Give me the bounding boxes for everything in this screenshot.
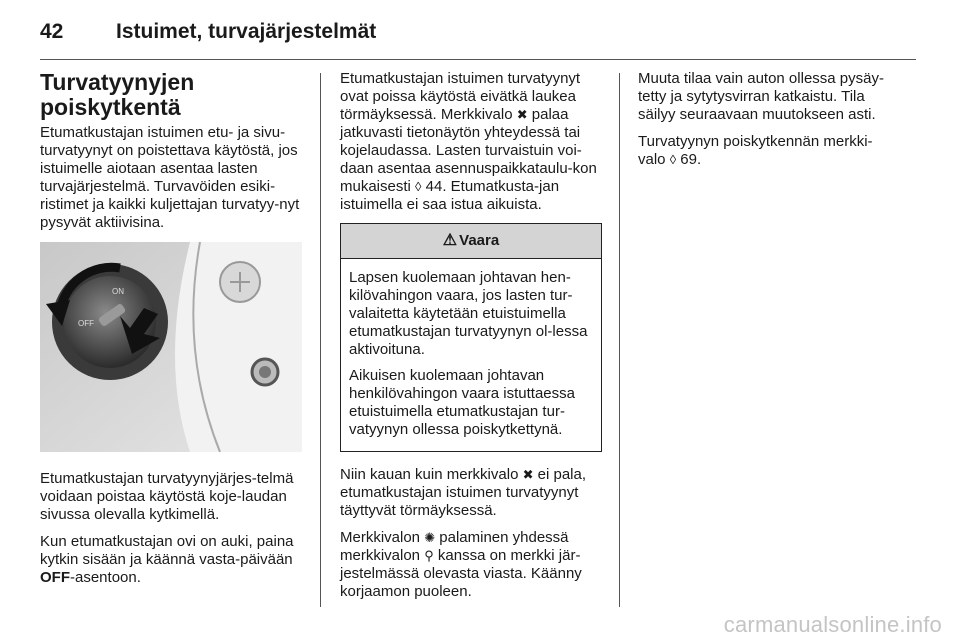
belt-lamp-icon: ⚲ bbox=[424, 548, 434, 563]
warning-child-paragraph: Lapsen kuolemaan johtavan hen-kilövahingon vaara, jos lasten tur-valaitetta käytetään etuistuimella etumatkustajan turvatyynyn ol-lessa aktivoituna. bbox=[349, 269, 588, 358]
intro-paragraph: Etumatkustajan istuimen etu- ja sivu-turvatyynyt on poistettava käytöstä, jos istuimelle aiotaan asentaa lasten turvajärjestelmä. Turvavöiden esiki-ristimet ja kaikki kuljettajan turvatyy-nyt pysyvät aktiivisina. bbox=[40, 124, 300, 231]
column-divider-1 bbox=[320, 73, 321, 607]
switch-instruction-paragraph: Kun etumatkustajan ovi on auki, paina kytkin sisään ja käännä vasta-päivään OFF-asentoon. bbox=[40, 533, 294, 586]
warning-triangle-icon: ⚠ bbox=[442, 232, 458, 249]
change-state-paragraph: Muuta tilaa vain auton ollessa pysäy-tetty ja sytytysvirran katkaistu. Tila säilyy seuraavaan muutokseen asti. bbox=[638, 70, 884, 123]
page-number: 42 bbox=[40, 20, 64, 43]
header-rule bbox=[40, 59, 916, 60]
warning-body bbox=[341, 259, 601, 451]
indicator-reference-paragraph: Turvatyynyn poiskytkennän merkki-valo ◊ 69. bbox=[638, 133, 873, 168]
airbags-disabled-paragraph: Etumatkustajan istuimen turvatyynyt ovat poissa käytöstä eivätkä laukea törmäyksessä. Merkkivalo ✖ palaa jatkuvasti tietonäytön yhteydessä tai kojelaudassa. Lasten turvaistuin voi-daan asentaa asennuspaikkataulu-kon mukaisesti ◊ 44. Etumatkusta-jan istuimella ei saa istua aikuista. bbox=[340, 70, 597, 213]
fault-paragraph: Merkkivalon ✺ palaminen yhdessä merkkivalon ⚲ kanssa on merkki jär-jestelmässä olevasta viasta. Käänny korjaamon puoleen. bbox=[340, 529, 582, 600]
airbag-off-lamp-icon: ✖ bbox=[516, 107, 528, 122]
page-reference-icon: ◊ bbox=[669, 152, 677, 167]
column-divider-2 bbox=[619, 73, 620, 607]
switch-on-label: ON bbox=[112, 287, 124, 296]
off-position-label: OFF bbox=[40, 569, 70, 586]
column-3 bbox=[638, 70, 900, 178]
warning-header bbox=[341, 224, 601, 259]
watermark: carmanualsonline.info bbox=[723, 612, 942, 637]
airbags-active-paragraph: Niin kauan kuin merkkivalo ✖ ei pala, etumatkustajan istuimen turvatyynyt täyttyvät törmäyksessä. bbox=[340, 466, 587, 519]
column-1 bbox=[40, 70, 302, 596]
warning-title: Vaara bbox=[459, 232, 500, 249]
warning-box bbox=[340, 223, 602, 452]
warning-adult-paragraph: Aikuisen kuolemaan johtavan henkilövahingon vaara istuttaessa etuistuimella etumatkustajan tur-vatyynyn ollessa poiskytkettynä. bbox=[349, 367, 575, 438]
switch-off-label: OFF bbox=[78, 319, 94, 328]
airbag-switch-photo bbox=[40, 242, 302, 452]
page-header bbox=[40, 12, 920, 60]
chapter-title: Istuimet, turvajärjestelmät bbox=[116, 20, 377, 43]
airbag-lamp-icon: ✺ bbox=[424, 530, 436, 545]
airbag-off-lamp-icon: ✖ bbox=[522, 467, 534, 482]
column-2 bbox=[340, 70, 602, 610]
section-heading: Turvatyynyjen poiskytkentä bbox=[40, 69, 195, 120]
page-reference-icon: ◊ bbox=[415, 179, 422, 194]
switch-location-paragraph: Etumatkustajan turvatyynyjärjes-telmä voidaan poistaa käytöstä koje-laudan sivussa olevalla kytkimellä. bbox=[40, 470, 294, 523]
